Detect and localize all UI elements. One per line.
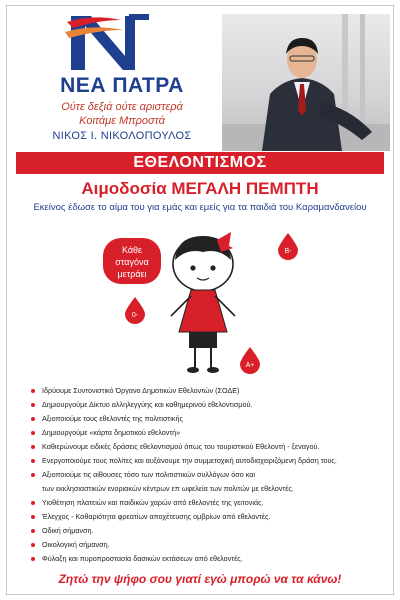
list-item: Οικολογική σήμανση.: [31, 538, 387, 552]
candidate-photo: [222, 14, 390, 151]
svg-text:0-: 0-: [131, 312, 139, 319]
list-item: Φύλαξη και πυροπροστασία δασικών εκτάσεων από εθελοντές.: [31, 552, 387, 566]
bubble-line-1: Κάθε: [121, 245, 143, 255]
candidate-name: ΝΙΚΟΣ Ι. ΝΙΚΟΛΟΠΟΥΛΟΣ: [52, 130, 192, 142]
svg-text:B-: B-: [284, 248, 292, 255]
event-title: Αιμοδοσία ΜΕΓΑΛΗ ΠΕΜΠΤΗ: [81, 179, 319, 198]
list-item: Οδική σήμανση.: [31, 524, 387, 538]
n-letter-logo-icon: [63, 12, 153, 72]
slogan-line-1: Ούτε δεξιά ούτε αριστερά: [61, 101, 183, 113]
svg-text:A+: A+: [245, 362, 255, 369]
candidate-photo-illustration: [222, 14, 390, 151]
list-item: Υιοθέτηση πλατειών και παιδικών χαρών από εθελοντές της γειτονιάς.: [31, 496, 387, 510]
party-name: ΝΕΑ ΠΑΤΡΑ: [60, 74, 184, 97]
list-item: Δημιουργούμε Δίκτυο αλληλεγγύης και καθημερινού εθελοντισμού.: [31, 398, 387, 412]
bubble-line-3: μετράει: [117, 269, 147, 279]
list-item: Αξιοποιούμε τους εθελοντές της πολιτιστικής: [31, 412, 387, 426]
speech-bubble: [103, 238, 161, 284]
list-item: Δημιουργούμε «κάρτα δημοτικού εθελοντή»: [31, 426, 387, 440]
section-title: ΕΘΕΛΟΝΤΙΣΜΟΣ: [16, 152, 384, 174]
list-item: Καθιερώνουμε ειδικές δράσεις εθελοντισμού όπως του τουριστικού Εθελοντή - ξεναγού.: [31, 440, 387, 454]
blood-drop-b-neg-icon: [277, 232, 299, 260]
slogan-line-2: Κοιτάμε Μπροστά: [79, 115, 165, 127]
list-item: Ενεργοποιούμε τους πολίτες και αυξάνουμε την συμμετοχική αυτοδιαχειριζόμενη δράση τους.: [31, 454, 387, 468]
blood-drop-0-neg-icon: [124, 296, 146, 324]
list-item: Έλεγχος - Καθαριότητα φρεατίων αποχέτευσης ομβρίων από εθελοντές.: [31, 510, 387, 524]
bubble-line-2: σταγόνα: [115, 257, 149, 267]
poster: [6, 5, 394, 595]
footer-slogan: Ζητώ την ψήφο σου γιατί εγώ μπορώ να τα κάνω!: [58, 572, 342, 586]
event-subtitle: Εκείνος έδωσε το αίμα του για εμάς και εμείς για τα παιδιά του Καραμανδανείου: [33, 202, 367, 213]
list-item: Αξιοποιούμε τις αίθουσες τόσο των πολιτιστικών συλλόγων όσο και: [31, 468, 387, 482]
list-item-continuation: των εκκλησιαστικών ενοριακών κέντρων επ ωφελεία των πολιτών με εθελοντές.: [42, 484, 294, 493]
list-item: Ιδρύουμε Συντονιστικό Όργανο Δημοτικών Εθελοντών (ΣΟΔΕ): [31, 384, 387, 398]
blood-drop-a-pos-icon: [239, 346, 261, 374]
proposals-list: [31, 384, 387, 566]
